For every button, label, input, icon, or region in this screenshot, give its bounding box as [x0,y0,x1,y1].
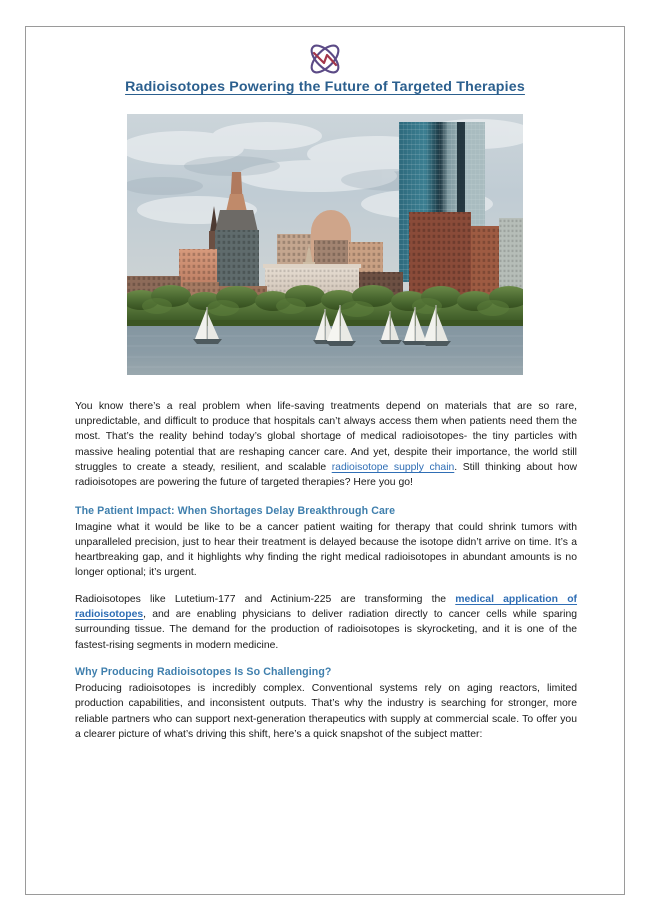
document-page [25,26,625,895]
section-heading-patient-impact: The Patient Impact: When Shortages Delay Breakthrough Care [75,504,396,517]
logo-container [26,27,624,73]
intro-text-part1: You know there’s a real problem when life-saving treatments depend on materials that are so rare, unpredictable, and difficult to produce that hospitals can’t always access them when patients need them the most. That’s the reality behind today’s global shortage of medical radioisotopes- the tiny particles with massive healing potential that are reshaping cancer care. And yet, despite their importance, the world still struggles to create a steady, resilient, and scalable [75,400,577,473]
article-body [26,399,624,742]
section-patient-impact [75,504,577,653]
radioisotope-supply-chain-link[interactable]: radioisotope supply chain [331,461,455,473]
atom-orbit-icon [303,39,347,79]
para2-text-part1: Radioisotopes like Lutetium-177 and Actinium-225 are transforming the [75,593,456,605]
page-title: Radioisotopes Powering the Future of Targeted Therapies [125,79,525,95]
hero-image-container [26,114,624,380]
page-content-area [26,27,624,894]
para2-text-part2: , and are enabling physicians to deliver radiation directly to cancer cells while sparing surrounding tissue. The demand for the production of radioisotopes is skyrocketing, and it is one of the fastest-rising segments in modern medicine. [75,609,577,651]
medical-application-link[interactable]: medical application of radioisotopes [75,593,578,621]
intro-text-part2: . Still thinking about how radioisotopes are powering the future of targeted therapies? Here you go! [75,461,577,489]
intro-paragraph [75,399,577,491]
patient-impact-paragraph-2 [75,592,577,653]
section-heading-production-challenges: Why Producing Radioisotopes Is So Challenging? [75,665,332,678]
hero-image [127,114,523,375]
production-challenges-paragraph: Producing radioisotopes is incredibly complex. Conventional systems rely on aging reactors, limited production capabilities, and inconsistent outputs. That’s why the industry is searching for stronger, more reliable partners who can support next-generation therapeutics with supply at commercial scale. To offer you a clearer picture of what’s driving this shift, here’s a quick snapshot of the subject matter: [75,682,577,740]
patient-impact-paragraph-1: Imagine what it would be like to be a cancer patient waiting for therapy that could shrink tumors with unparalleled precision, just to hear their treatment is delayed because the isotope didn’t arrive on time. It’s a heartbreaking gap, and it highlights why finding the right medical radioisotopes in abundant amounts is no longer optional; it’s urgent. [75,521,577,579]
section-production-challenges [75,665,577,742]
